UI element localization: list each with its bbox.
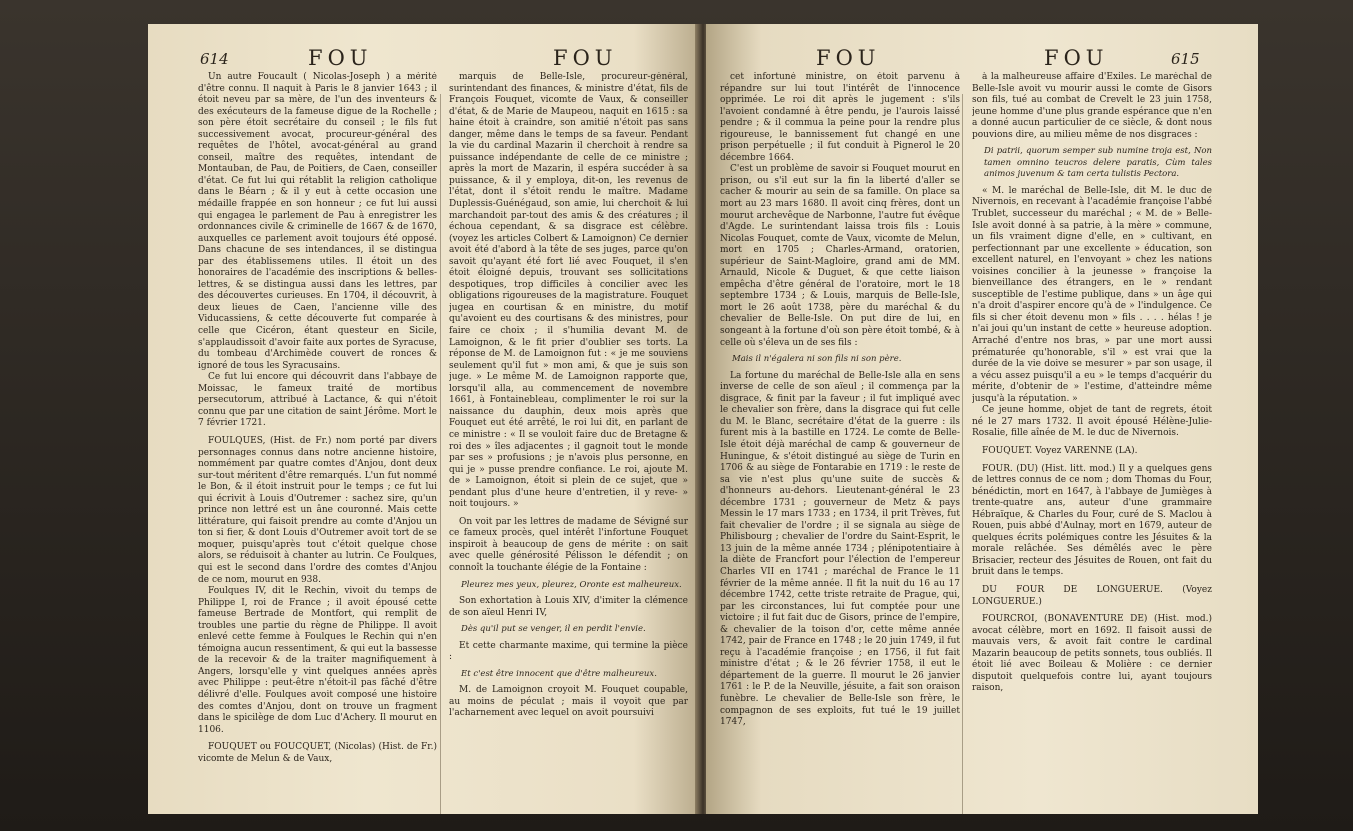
running-head-right-1: FOU [816,46,881,70]
page-number-right: 615 [1171,50,1200,68]
left-columns [198,72,688,812]
paragraph: Ce fut lui encore qui découvrit dans l'abbaye de Moissac, le fameux traité de mortibus persecutorum, attribué à Lactance, & qui n'étoit connu que par une citation de saint Jérôme. Mort le 7 février 1721. [198,372,437,429]
latin-verse: Di patrii, quorum semper sub numine troja est, Non tamen omnino teucros delere paratis, Cùm tales animos juvenum & tam certa tulistis Pectora. [984,146,1212,180]
verse-quote: Pleurez mes yeux, pleurez, Oronte est malheureux. [461,579,682,590]
paragraph: Un autre Foucault ( Nicolas-Joseph ) a mérité d'être connu. Il naquit à Paris le 8 janvier 1643 ; il étoit neveu par sa mère, de l'un des inventeurs & des exécuteurs de la fameuse digue de la Rochelle ; son père étoit secrétaire du conseil ; le fils fut successivement avocat, procureur-général des requêtes de l'hôtel, avocat-général au grand conseil, maître des requêtes, intendant de Montauban, de Pau, de Poitiers, de Caen, conseiller d'état. Ce fut lui qui rétablit la religion catholique dans le Béarn ; & il y eut à cette occasion une médaille frappée en son honneur ; ce fut lui aussi qui engagea le parlement de Pau à enregistrer les ordonnances civile & criminelle de 1667 & de 1670, auxquelles ce parlement avoit toujours été opposé. Dans chacune de ses intendances, il se distingua par des établissemens utiles. Il étoit un des honoraires de l'académie des inscriptions & belles-lettres, & se distingua aussi dans les lettres, par des découvertes curieuses. En 1704, il découvrit, à deux lieues de Caen, l'ancienne ville des Viducassiens, & cette découverte fut comparée à celle que Cicéron, étant questeur en Sicile, s'applaudissoit d'avoir faite aux portes de Syracuse, du tombeau d'Archimède couvert de ronces & ignoré de tous les Syracusains. [198,72,437,371]
right-column-2 [972,72,1212,812]
entry-fouquet: FOUQUET ou FOUCQUET, (Nicolas) (Hist. de Fr.) vicomte de Melun & de Vaux, [198,742,437,764]
left-column-1 [198,72,437,812]
entry-four: FOUR. (DU) (Hist. litt. mod.) Il y a quelques gens de lettres connus de ce nom ; dom Thomas du Four, bénédictin, mort en 1647, à l'abbaye de Jumièges à trente-quatre ans, auteur d'une grammaire Hébraïque, & Charles du Four, curé de S. Maclou à Rouen, puis abbé d'Aulnay, mort en 1679, auteur de quelques écrits polémiques contre les Jésuites & la morale relâchée. Ses démêlés avec le père Brisacier, recteur des Jésuites de Rouen, ont fait du bruit dans le temps. [972,463,1212,578]
paragraph: à la malheureuse affaire d'Exiles. Le maréchal de Belle-Isle avoit vu mourir aussi le comte de Gisors son fils, tué au combat de Crevelt le 23 juin 1758, jeune homme d'une plus grande espérance que n'en a donné aucun particulier de ce siècle, & dont nous pouvions dire, au milieu même de nos disgraces : [972,72,1212,140]
paragraph: Foulques IV, dit le Rechin, vivoit du temps de Philippe I, roi de France ; il avoit épousé cette fameuse Bertrade de Montfort, qui remplit de troubles une partie du règne de Philippe. Il avoit enlevé cette femme à Foulques le Rechin qui n'en témoigna aucun ressentiment, & qui eut la bassesse de la recevoir & de la traiter magnifiquement à Angers, lorsqu'elle y vint quelques années après avec Philippe : peut-être n'étoit-il pas fâché d'être délivré d'elle. Foulques avoit composé une histoire des comtes d'Anjou, dont on trouve un fragment dans le spicilège de dom Luc d'Achery. Il mourut en 1106. [198,586,437,735]
verse-quote: Et c'est être innocent que d'être malheureux. [461,668,657,679]
running-head-right-2: FOU [1044,46,1109,70]
verse-quote: Dès qu'il put se venger, il en perdit l'envie. [461,624,646,635]
right-columns [720,72,1212,812]
paragraph: cet infortuné ministre, on étoit parvenu à répandre sur lui tout l'intérêt de l'innocence opprimée. Le roi dit après le jugement : s'ils l'avoient condamné à être pendu, je l'aurois laissé pendre ; & il commua la peine pour la rendre plus rigoureuse, le bannissement fut changé en une prison perpétuelle ; il fut conduit à Pignerol le 20 décembre 1664. [720,72,960,163]
running-head-left-1: FOU [308,46,373,70]
paragraph: On voit par les lettres de madame de Sévigné sur ce fameux procès, quel intérêt l'infortune Fouquet inspiroit à beaucoup de gens de mérite : on sait avec quelle générosité Pélisson le défendit ; on connoît la touchante élégie de la Fontaine : [449,516,688,573]
paragraph: La fortune du maréchal de Belle-Isle alla en sens inverse de celle de son aïeul ; il commença par la disgrace, & finit par la faveur ; il fut impliqué avec le chevalier son frère, dans la disgrace qui fut celle du M. le Blanc, secrétaire d'état de la guerre : ils furent mis à la bastille en 1724. Le comte de Belle-Isle étoit déjà maréchal de camp & gouverneur de Huningue, & s'étoit distingué au siège de Turin en 1706 & au siège de Fontarabie en 1719 : le reste de sa vie n'est plus qu'une suite de succès & d'honneurs au-dehors. Lieutenant-général le 23 décembre 1731 ; gouverneur de Metz & pays Messin le 17 mars 1733 ; en 1734, il prit Trèves, fut fait chevalier de l'ordre ; il se signala au siège de Philisbourg ; chevalier de l'ordre du Saint-Esprit, le 13 juin de la même année 1734 ; plénipotentiaire à la diète de Francfort pour l'élection de l'empereur Charles VII en 1741 ; maréchal de France le 11 février de la même année. Il fit la nuit du 16 au 17 décembre 1742, cette triste retraite de Prague, qui, par les circonstances, lui fut comptée pour une victoire ; il fut fait duc de Gisors, prince de l'empire, & chevalier de la toison d'or, cette même année 1742, pair de France en 1748 ; le 20 juin 1749, il fut reçu à l'académie françoise ; en 1756, il fut fait ministre d'état ; & le 26 février 1758, il eut le département de la guerre. Il mourut le 26 janvier 1761 : le P. de la Neuville, jésuite, a fait son oraison funèbre. Le chevalier de Belle-Isle son frère, le compagnon de ses exploits, fut tué le 19 juillet 1747, [720,370,960,728]
left-page [148,24,700,814]
paragraph: M. de Lamoignon croyoit M. Fouquet coupable, au moins de péculat ; mais il voyoit que par l'acharnement avec lequel on avoit poursuivi [449,685,688,719]
entry-du-four-de-longuerue: DU FOUR DE LONGUERUE. (Voyez LONGUERUE.) [972,584,1212,607]
paragraph: C'est un problème de savoir si Fouquet mourut en prison, ou s'il eut sur la fin la liberté d'aller se cacher & mourir au sein de sa famille. On place sa mort au 23 mars 1680. Il avoit cinq frères, dont un mourut archevêque de Narbonne, l'autre fut évêque d'Agde. Le surintendant laissa trois fils : Louis Nicolas Fouquet, comte de Vaux, vicomte de Melun, mort en 1705 ; Charles-Armand, oratorien, supérieur de Saint-Magloire, grand ami de MM. Arnauld, Nicole & Duguet, & que cette liaison empêcha d'être général de l'oratoire, mort le 18 septembre 1734 ; & Louis, marquis de Belle-Isle, mort le 26 août 1738, père du maréchal & du chevalier de Belle-Isle. On put dire de lui, en songeant à la fortune d'où son père étoit tombé, & à celle où s'éleva un de ses fils : [720,164,960,348]
column-rule [962,94,963,814]
verse-quote: Mais il n'égalera ni son fils ni son père. [732,354,902,365]
entry-foulques: FOULQUES, (Hist. de Fr.) nom porté par divers personnages connus dans notre ancienne histoire, nommément par quatre comtes d'Anjou, dont deux sur-tout méritent d'être remarqués. L'un fut nommé le Bon, & il étoit instruit pour le temps ; ce fut lui qui écrivit à Louis d'Outremer : sachez sire, qu'un prince non lettré est un âne couronné. Mais cette littérature, qui faisoit prendre au comte d'Anjou un ton si fier, & dont Louis d'Outremer avoit tort de se moquer, puisqu'après tout c'étoit quelque chose alors, se réduisoit à chanter au lutrin. Ce Foulques, qui est le second dans l'ordre des comtes d'Anjou de ce nom, mourut en 938. [198,435,437,585]
paragraph: Ce jeune homme, objet de tant de regrets, étoit né le 27 mars 1732. Il avoit épousé Hélène-Julie-Rosalie, fille aînée de M. le duc de Nivernois. [972,405,1212,439]
paragraph: Son exhortation à Louis XIV, d'imiter la clémence de son aïeul Henri IV, [449,596,688,618]
right-column-1 [720,72,960,812]
entry-fouquet-varenne: FOUQUET. Voyez VARENNE (LA). [982,445,1138,456]
entry-fourcroi: FOURCROI, (BONAVENTURE DE) (Hist. mod.) avocat célèbre, mort en 1692. Il faisoit aussi de mauvais vers, & avoit fait contre le cardinal Mazarin beaucoup de petits sonnets, tous oubliés. Il étoit lié avec Boileau & Molière : ce dernier disputoit quelquefois contre lui, ayant toujours raison, [972,614,1212,694]
page-number-left: 614 [200,50,229,68]
column-rule [440,94,441,814]
paragraph: Et cette charmante maxime, qui termine la pièce : [449,640,688,663]
paragraph: « M. le maréchal de Belle-Isle, dit M. le duc de Nivernois, en recevant à l'académie françoise l'abbé Trublet, successeur du maréchal ; « M. de » Belle-Isle avoit donné à sa patrie, à la mère » commune, un fils vraiment digne d'elle, en » cultivant, en perfectionnant par une excellente » éducation, son excellent naturel, en l'envoyant » chez les nations voisines concilier à la jeunesse » françoise la bienveillance des étrangers, en le » rendant susceptible de l'estime publique, dans » un âge qui n'a droit d'aspirer encore qu'à de » l'indulgence. Ce fils si cher étoit devenu mon » fils . . . . hélas ! je n'ai joui qu'un instant de cette » heureuse adoption. Arraché d'entre nos bras, » par une mort aussi prématurée qu'honorable, s'il » est vrai que la durée de la vie doive se mesurer » par son usage, il a vécu assez puisqu'il a eu » le temps d'acquérir du mérite, d'obtenir de » l'estime, d'atteindre même jusqu'à la réputation. » [972,185,1212,404]
running-head-left-2: FOU [553,46,618,70]
paragraph: marquis de Belle-Isle, procureur-général, surintendant des finances, & ministre d'état, fils de François Fouquet, vicomte de Vaux, & conseiller d'état, & de Marie de Maupeou, naquit en 1615 : sa haine étoit à craindre, son amitié n'étoit pas sans danger, même dans le temps de sa faveur. Pendant la vie du cardinal Mazarin il cherchoit à rendre sa puissance indépendante de celle de ce ministre ; après la mort de Mazarin, il espéra succéder à sa puissance, & il y employa, dit-on, les revenus de l'état, dont il s'étoit rendu le maître. Madame Duplessis-Guénégaud, son amie, lui cherchoit & lui marchandoit par-tout des amis & des créatures ; il échoua cependant, & sa disgrace est célèbre. (voyez les articles Colbert & Lamoignon) Ce dernier avoit été d'abord à la tête de ses juges, parce qu'on savoit qu'ayant été fort lié avec Fouquet, il s'en étoit éloigné depuis, trouvant ses sollicitations despotiques, trop difficiles à concilier avec les obligations rigoureuses de la magistrature. Fouquet jugea en courtisan & en ministre, du motif qu'avoient eu des courtisans & des ministres, pour faire ce choix ; il s'humilia devant M. de Lamoignon, & le fit prier d'oublier ses torts. La réponse de M. de Lamoignon fut : « je me souviens seulement qu'il fut » mon ami, & que je suis son juge. » Le même M. de Lamoignon rapporte que, lorsqu'il alla, au commencement de novembre 1661, à Fontainebleau, complimenter le roi sur la naissance du dauphin, deux mois après que Fouquet eut été arrêté, le roi lui dit, en parlant de ce ministre : « Il se vouloit faire duc de Bretagne & roi des » îles adjacentes ; il gagnoit tout le monde par ses » profusions ; je n'avois plus personne, en qui je » pusse prendre confiance. Le roi, ajoute M. de » Lamoignon, étoit si plein de ce sujet, que » pendant plus d'une heure d'entretien, il y reve- » noit toujours. » [449,72,688,510]
right-page [706,24,1258,814]
left-column-2 [449,72,688,812]
